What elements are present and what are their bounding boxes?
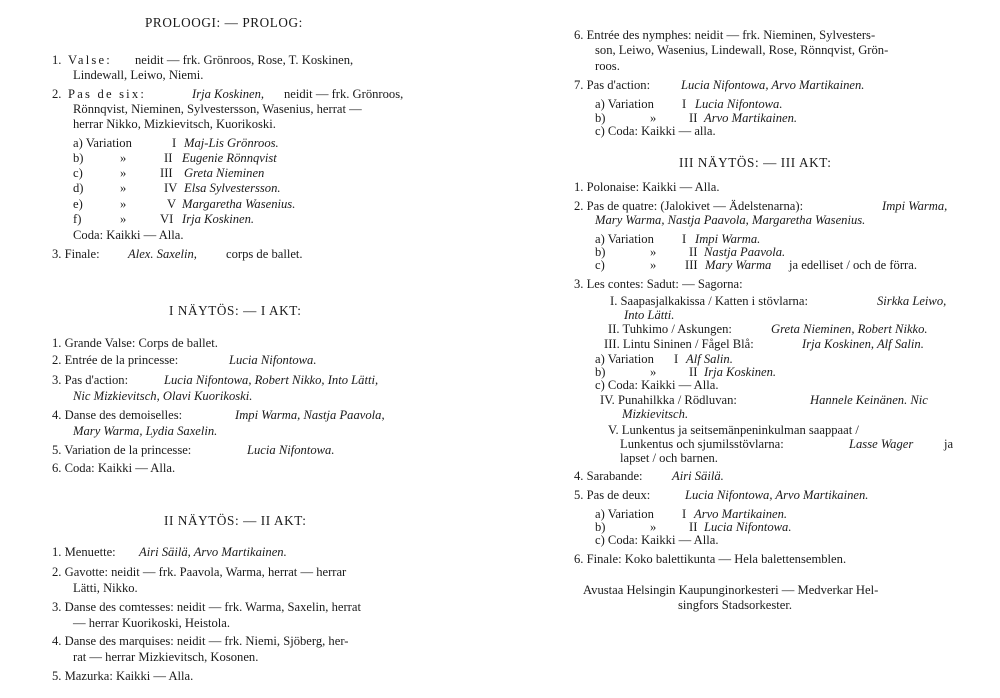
program-text: Margaretha Wasenius. <box>182 197 296 211</box>
program-text: c) Coda: Kaikki — Alla. <box>595 533 719 547</box>
program-text: I <box>172 136 177 150</box>
program-text: Lucia Nifontowa, Robert Nikko, Into Lätti, <box>164 373 379 387</box>
program-text: Impi Warma, <box>882 199 948 213</box>
program-text: Nastja Paavola. <box>704 245 786 259</box>
program-text: Lätti, Nikko. <box>73 581 138 595</box>
program-text: corps de ballet. <box>226 247 303 261</box>
program-text: neidit — frk. Grönroos, Rose, T. Koskinen, <box>135 53 354 67</box>
program-text: II. Tuhkimo / Askungen: <box>608 322 732 336</box>
program-text: e) <box>73 197 83 211</box>
program-text: 6. Finale: Koko balettikunta — Hela balettensemblen. <box>574 552 847 566</box>
program-text: II <box>689 245 698 259</box>
program-text: 3. Les contes: Sadut: — Sagorna: <box>574 277 743 291</box>
section-heading: II NÄYTÖS: — II AKT: <box>164 513 307 528</box>
program-text: b) <box>73 151 84 165</box>
program-text: » <box>650 258 657 272</box>
program-text: Irja Koskinen. <box>182 212 255 226</box>
program-text: Mizkievitsch. <box>622 407 689 421</box>
program-text: Irja Koskinen. <box>704 365 777 379</box>
program-text: — herrar Kuorikoski, Heistola. <box>73 616 231 630</box>
program-text: 2. Entrée de la princesse: <box>52 353 179 367</box>
program-text: 6. Entrée des nymphes: neidit — frk. Nieminen, Sylvesters- <box>574 28 876 42</box>
program-text: 5. Pas de deux: <box>574 488 651 502</box>
program-text: b) <box>595 111 606 125</box>
section-heading: III NÄYTÖS: — III AKT: <box>679 155 832 170</box>
program-text: Maj-Lis Grönroos. <box>184 136 279 150</box>
program-text: b) <box>595 365 606 379</box>
program-text: b) <box>595 520 606 534</box>
program-text: » <box>650 365 657 379</box>
program-text: Sirkka Leiwo, <box>877 294 947 308</box>
program-text: Airi Säilä. <box>672 469 724 483</box>
program-text: neidit — frk. Grönroos, <box>284 87 404 101</box>
program-text: I <box>682 507 687 521</box>
program-text: Arvo Martikainen. <box>694 507 788 521</box>
program-text: Irja Koskinen, <box>192 87 265 101</box>
program-text: ja edelliset / och de förra. <box>789 258 917 272</box>
program-text: Greta Nieminen, Robert Nikko. <box>771 322 928 336</box>
program-text: Arvo Martikainen. <box>704 111 798 125</box>
program-text: I <box>682 232 687 246</box>
program-text: Elsa Sylvestersson. <box>184 181 281 195</box>
program-text: » <box>120 197 127 211</box>
program-text: Into Lätti. <box>624 308 675 322</box>
program-text: 2. <box>52 87 62 101</box>
program-text: I. Saapasjalkakissa / Katten i stövlarna: <box>610 294 808 308</box>
program-text: 4. Danse des marquises: neidit — frk. Niemi, Sjöberg, her- <box>52 634 349 648</box>
program-text: Hannele Keinänen. Nic <box>810 393 928 407</box>
program-text: Avustaa Helsingin Kaupunginorkesteri — Medverkar Hel- <box>583 583 879 597</box>
program-text: 5. Variation de la princesse: <box>52 443 192 457</box>
program-text: Lucia Nifontowa. <box>247 443 335 457</box>
program-text: » <box>650 520 657 534</box>
program-text: b) <box>595 245 606 259</box>
program-text: roos. <box>595 59 620 73</box>
program-text: 6. Coda: Kaikki — Alla. <box>52 461 176 475</box>
program-text: Lindewall, Leiwo, Niemi. <box>73 68 204 82</box>
program-text: a) Variation <box>595 97 654 111</box>
program-text: Mary Warma, Lydia Saxelin. <box>73 424 218 438</box>
program-text: » <box>120 212 127 226</box>
program-text: V <box>167 197 177 211</box>
program-text: Lucia Nifontowa. <box>695 97 783 111</box>
program-text: 1. <box>52 53 62 67</box>
program-text: a) Variation <box>595 232 654 246</box>
program-text: 3. Danse des comtesses: neidit — frk. Warma, Saxelin, herrat <box>52 600 361 614</box>
program-text: Lucia Nifontowa, Arvo Martikainen. <box>681 78 865 92</box>
program-text: Mary Warma <box>705 258 772 272</box>
program-text: a) Variation <box>595 352 654 366</box>
program-text: » <box>650 111 657 125</box>
program-text: c) <box>73 166 83 180</box>
program-text: » <box>120 166 127 180</box>
program-text: Lunkentus och sjumilsstövlarna: <box>620 437 784 451</box>
program-text: V. Lunkentus ja seitsemänpeninkulman saappaat / <box>608 423 859 437</box>
program-text: 1. Menuette: <box>52 545 116 559</box>
program-text: a) Variation <box>595 507 654 521</box>
program-text: Irja Koskinen, Alf Salin. <box>802 337 924 351</box>
program-text: 2. Gavotte: neidit — frk. Paavola, Warma, herrat — herrar <box>52 565 347 579</box>
program-text: Lucia Nifontowa. <box>704 520 792 534</box>
program-text: Lasse Wager <box>849 437 914 451</box>
program-text: Impi Warma. <box>695 232 761 246</box>
program-text: c) <box>595 258 605 272</box>
program-text: II <box>689 520 698 534</box>
program-text: 7. Pas d'action: <box>574 78 651 92</box>
program-text: » <box>120 151 127 165</box>
program-text: c) Coda: Kaikki — alla. <box>595 124 716 138</box>
program-text: herrar Nikko, Mizkievitsch, Kuorikoski. <box>73 117 276 131</box>
program-text: d) <box>73 181 84 195</box>
program-text: Valse: <box>68 53 112 67</box>
program-text: Greta Nieminen <box>184 166 265 180</box>
program-text: 5. Mazurka: Kaikki — Alla. <box>52 669 194 683</box>
program-text: 4. Danse des demoiselles: <box>52 408 183 422</box>
program-text: singfors Stadsorkester. <box>678 598 793 612</box>
section-heading: I NÄYTÖS: — I AKT: <box>169 303 302 318</box>
program-text: I <box>682 97 687 111</box>
program-text: I <box>674 352 679 366</box>
program-text: VI <box>160 212 174 226</box>
program-text: Pas de six: <box>68 87 147 101</box>
program-text: lapset / och barnen. <box>620 451 718 465</box>
program-text: Airi Säilä, Arvo Martikainen. <box>139 545 287 559</box>
program-text: 2. Pas de quatre: (Jalokivet — Ädelstenarna): <box>574 199 804 213</box>
program-text: Rönnqvist, Nieminen, Sylvestersson, Wasenius, herrat — <box>73 102 362 116</box>
program-text: f) <box>73 212 82 226</box>
program-text: » <box>650 245 657 259</box>
program-text: a) Variation <box>73 136 132 150</box>
program-text: III. Lintu Sininen / Fågel Blå: <box>604 337 754 351</box>
program-text: 3. Finale: <box>52 247 100 261</box>
program-text: Mary Warma, Nastja Paavola, Margaretha Wasenius. <box>595 213 866 227</box>
program-text: II <box>689 111 698 125</box>
program-text: Lucia Nifontowa. <box>229 353 317 367</box>
program-text: 1. Polonaise: Kaikki — Alla. <box>574 180 720 194</box>
program-text: Nic Mizkievitsch, Olavi Kuorikoski. <box>73 389 253 403</box>
program-text: III <box>160 166 173 180</box>
program-text: 3. Pas d'action: <box>52 373 129 387</box>
program-text: II <box>689 365 698 379</box>
program-text: Lucia Nifontowa, Arvo Martikainen. <box>685 488 869 502</box>
program-text: c) Coda: Kaikki — Alla. <box>595 378 719 392</box>
program-text: 4. Sarabande: <box>574 469 643 483</box>
program-text: Alex. Saxelin, <box>128 247 197 261</box>
program-text: » <box>120 181 127 195</box>
section-heading: PROLOOGI: — PROLOG: <box>145 15 303 30</box>
program-text: Alf Salin. <box>686 352 733 366</box>
program-text: III <box>685 258 698 272</box>
program-text: 1. Grande Valse: Corps de ballet. <box>52 336 218 350</box>
program-text: Impi Warma, Nastja Paavola, <box>235 408 385 422</box>
program-text: ja <box>944 437 954 451</box>
program-text: rat — herrar Mizkievitsch, Kosonen. <box>73 650 259 664</box>
program-text: IV <box>164 181 178 195</box>
program-text: Coda: Kaikki — Alla. <box>73 228 184 242</box>
program-text: II <box>164 151 173 165</box>
program-text: son, Leiwo, Wasenius, Lindewall, Rose, Rönnqvist, Grön- <box>595 43 889 57</box>
program-text: IV. Punahilkka / Rödluvan: <box>600 393 737 407</box>
program-text: Eugenie Rönnqvist <box>182 151 277 165</box>
